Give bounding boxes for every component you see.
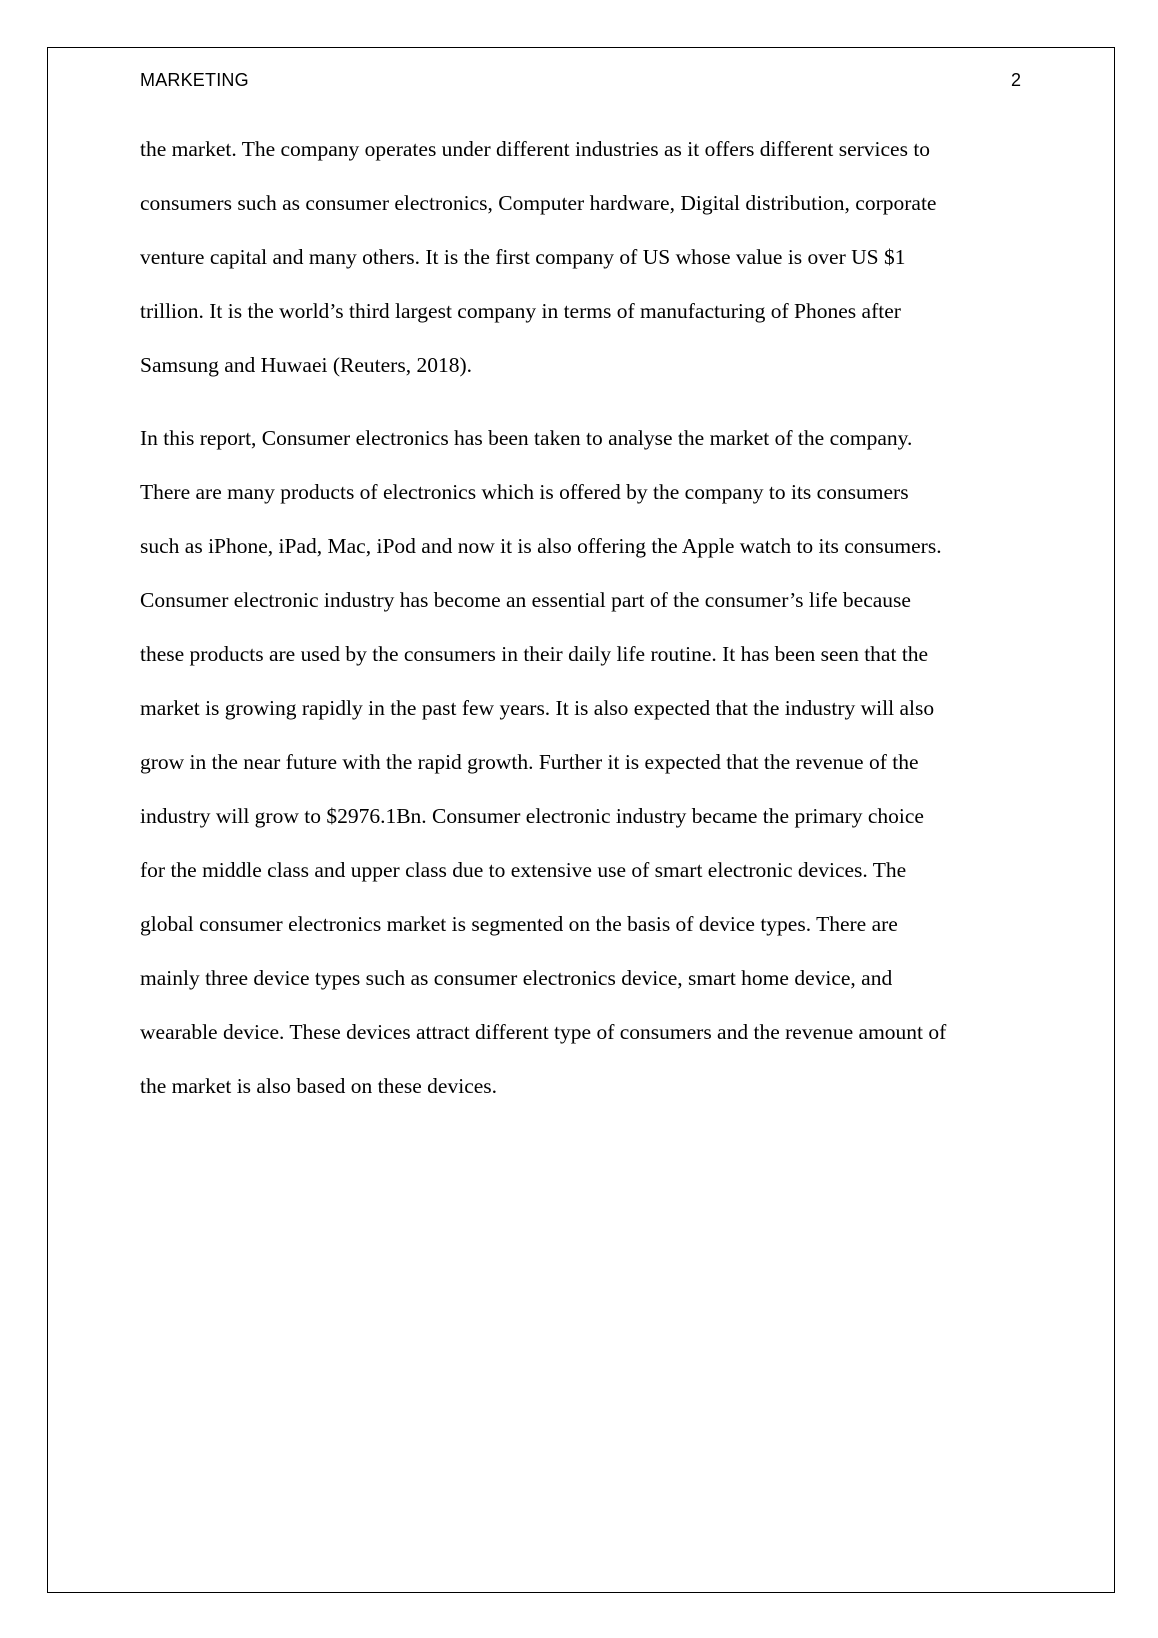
text-line: global consumer electronics market is segmented on the basis of device types. There are — [140, 912, 898, 936]
text-line: venture capital and many others. It is the first company of US whose value is over US $1 — [140, 245, 906, 269]
text-line: wearable device. These devices attract different type of consumers and the revenue amount of — [140, 1020, 947, 1044]
text-line: There are many products of electronics which is offered by the company to its consumers — [140, 480, 909, 504]
text-line: the market. The company operates under different industries as it offers different services to — [140, 137, 931, 161]
text-line: trillion. It is the world’s third largest company in terms of manufacturing of Phones after — [140, 299, 901, 323]
page-number: 2 — [1010, 70, 1021, 90]
text-line: these products are used by the consumers in their daily life routine. It has been seen that the — [140, 642, 929, 666]
text-line: the market is also based on these devices. — [140, 1074, 498, 1098]
text-line: for the middle class and upper class due to extensive use of smart electronic devices. The — [140, 858, 907, 882]
text-line: grow in the near future with the rapid growth. Further it is expected that the revenue of the — [140, 750, 919, 774]
text-line: consumers such as consumer electronics, Computer hardware, Digital distribution, corporate — [140, 191, 937, 215]
text-line: Samsung and Huwaei (Reuters, 2018). — [140, 353, 472, 377]
text-line: Consumer electronic industry has become an essential part of the consumer’s life because — [140, 588, 911, 612]
running-head: MARKETING — [140, 70, 249, 90]
text-line: In this report, Consumer electronics has been taken to analyse the market of the company. — [140, 426, 913, 450]
text-line: such as iPhone, iPad, Mac, iPod and now it is also offering the Apple watch to its consumers. — [140, 534, 942, 558]
text-line: market is growing rapidly in the past few years. It is also expected that the industry will also — [140, 696, 935, 720]
text-line: industry will grow to $2976.1Bn. Consumer electronic industry became the primary choice — [140, 804, 924, 828]
text-line: mainly three device types such as consumer electronics device, smart home device, and — [140, 966, 893, 990]
